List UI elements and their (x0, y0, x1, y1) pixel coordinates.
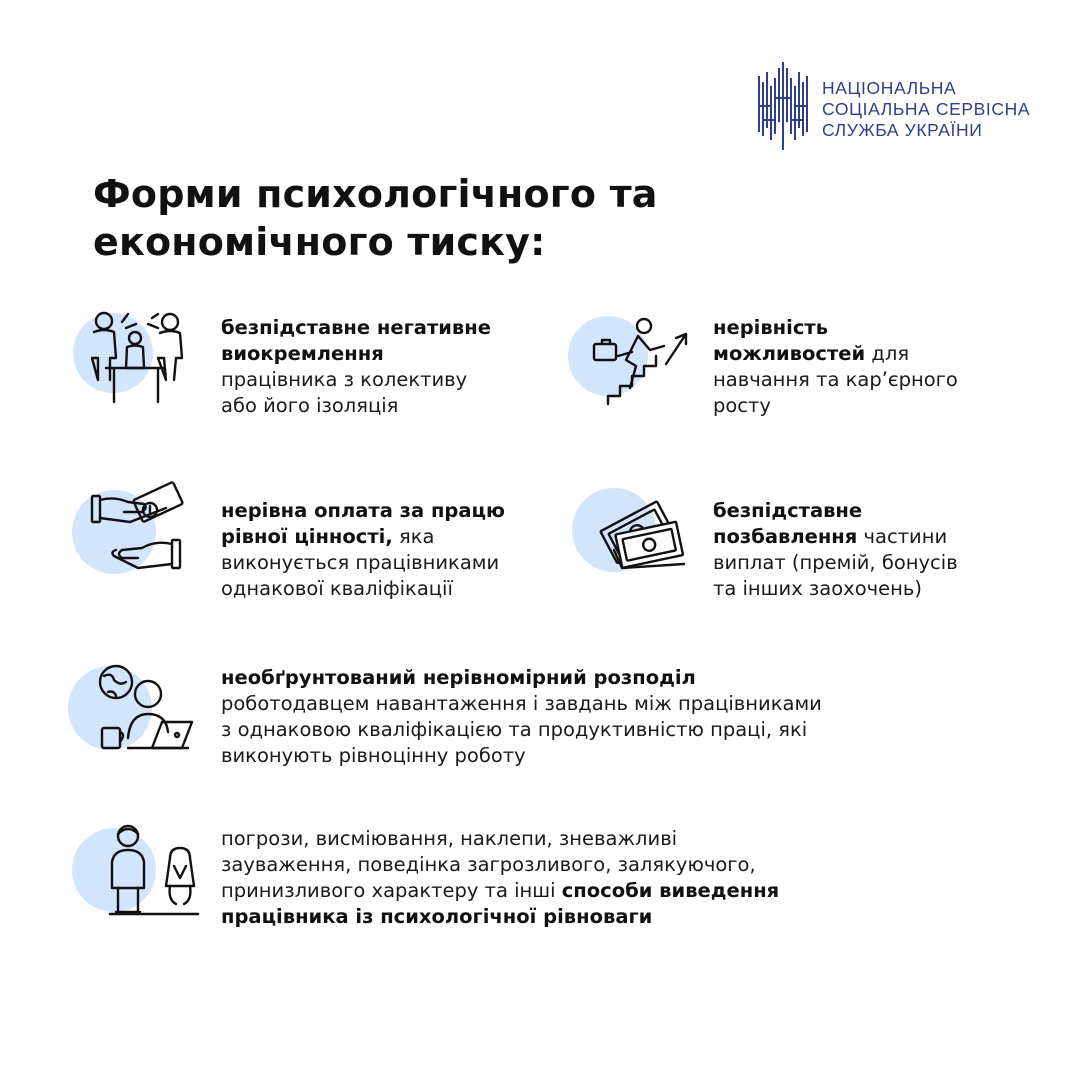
page-title (93, 170, 658, 266)
hands-money-icon (72, 482, 192, 586)
brand-line: СЛУЖБА УКРАЇНИ (822, 120, 983, 140)
item-line: нерівна оплата за працю (221, 499, 505, 522)
item-text (221, 826, 779, 930)
item-line: можливостей для (713, 342, 910, 365)
item-text (713, 498, 958, 602)
isolation-group-icon (66, 308, 196, 412)
item-line: погрози, висміювання, наклепи, зневажливі (221, 827, 678, 850)
item-line: рівної цінності, яка (221, 525, 435, 548)
item-line: зауваження, поведінка загрозливого, залякуючого, (221, 853, 756, 876)
item-line: працівника з колективу (221, 368, 468, 391)
item-line: необґрунтований нерівномірний розподіл (221, 666, 696, 689)
item-line: безпідставне (713, 499, 863, 522)
item-line: принизливого характеру та інші способи виведення (221, 879, 780, 902)
item-line: працівника із психологічної рівноваги (221, 905, 653, 928)
item-line: роботодавцем навантаження і завдань між працівниками (221, 692, 822, 715)
brand-line: СОЦІАЛЬНА СЕРВІСНА (822, 99, 1031, 119)
emblem-icon (756, 62, 818, 152)
item-line: виконується працівниками (221, 551, 500, 574)
intimidation-icon (70, 822, 210, 926)
item-line: виконують рівноцінну роботу (221, 744, 526, 767)
brand-name (822, 78, 1030, 141)
career-climb-icon (564, 312, 704, 416)
item-line: позбавлення частини (713, 525, 948, 548)
brand-line: НАЦІОНАЛЬНА (822, 78, 957, 98)
item-line: однакової кваліфікації (221, 577, 453, 600)
item-text (713, 315, 958, 419)
item-line: виокремлення (221, 342, 384, 365)
item-text (221, 498, 505, 602)
item-line: або його ізоляція (221, 394, 399, 417)
item-line: з однаковою кваліфікацією та продуктивністю праці, які (221, 718, 808, 741)
item-line: виплат (премій, бонусів (713, 551, 958, 574)
title-line: економічного тиску: (93, 220, 546, 264)
title-line: Форми психологічного та (93, 172, 658, 216)
overworked-laptop-icon (68, 662, 198, 766)
item-line: навчання та кар’єрного (713, 368, 958, 391)
item-line: безпідставне негативне (221, 316, 491, 339)
brand-logo (756, 62, 1056, 152)
item-line: та інших заохочень) (713, 577, 923, 600)
item-text (221, 315, 491, 419)
item-line: росту (713, 394, 771, 417)
banknotes-icon (568, 484, 698, 588)
item-line: нерівність (713, 316, 829, 339)
item-text (221, 665, 822, 769)
